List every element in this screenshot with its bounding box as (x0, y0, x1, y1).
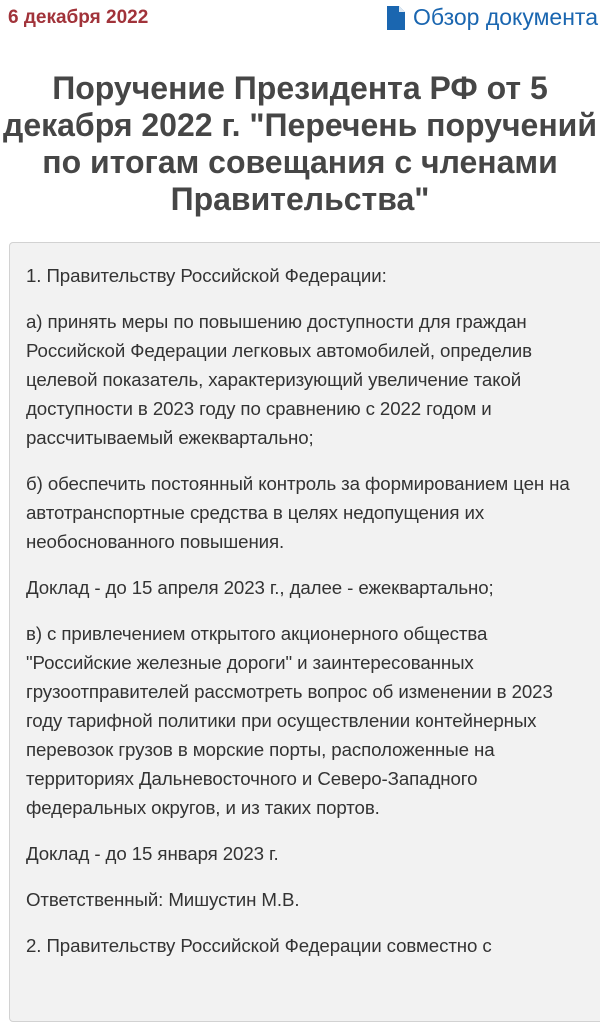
top-bar (0, 0, 600, 36)
document-overview-label: Обзор документа (413, 4, 598, 30)
page-title: Поручение Президента РФ от 5 декабря 2022 г. "Перечень поручений по итогам совещания с членами Правительства" (3, 70, 597, 217)
document-paragraph: в) с привлечением открытого акционерного общества "Российские железные дороги" и заинтересованных грузоотправителей рассмотреть вопрос об изменении в 2023 году тарифной политики при осуществлении контейнерных перевозок грузов в морские порты, расположенные на территориях Дальневосточного и Северо-Западного федеральных округов, и из таких портов. (26, 623, 553, 818)
document-date: 6 декабря 2022 (8, 7, 149, 28)
document-paragraph: 2. Правительству Российской Федерации совместно с (26, 935, 492, 956)
document-paragraph: 1. Правительству Российской Федерации: (26, 265, 387, 286)
document-paragraph: Доклад - до 15 января 2023 г. (26, 843, 279, 864)
document-paragraph: Ответственный: Мишустин М.В. (26, 889, 300, 910)
document-paragraph: а) принять меры по повышению доступности для граждан Российской Федерации легковых автомобилей, определив целевой показатель, характеризующий увеличение такой доступности в 2023 году по сравнению с 2022 годом и рассчитываемый ежеквартально; (26, 311, 532, 448)
document-text-box (9, 242, 600, 1022)
document-paragraph: Доклад - до 15 апреля 2023 г., далее - ежеквартально; (26, 577, 494, 598)
document-overview-link[interactable] (387, 4, 598, 31)
document-icon (387, 6, 405, 30)
document-paragraph: б) обеспечить постоянный контроль за формированием цен на автотранспортные средства в целях недопущения их необоснованного повышения. (26, 473, 570, 552)
